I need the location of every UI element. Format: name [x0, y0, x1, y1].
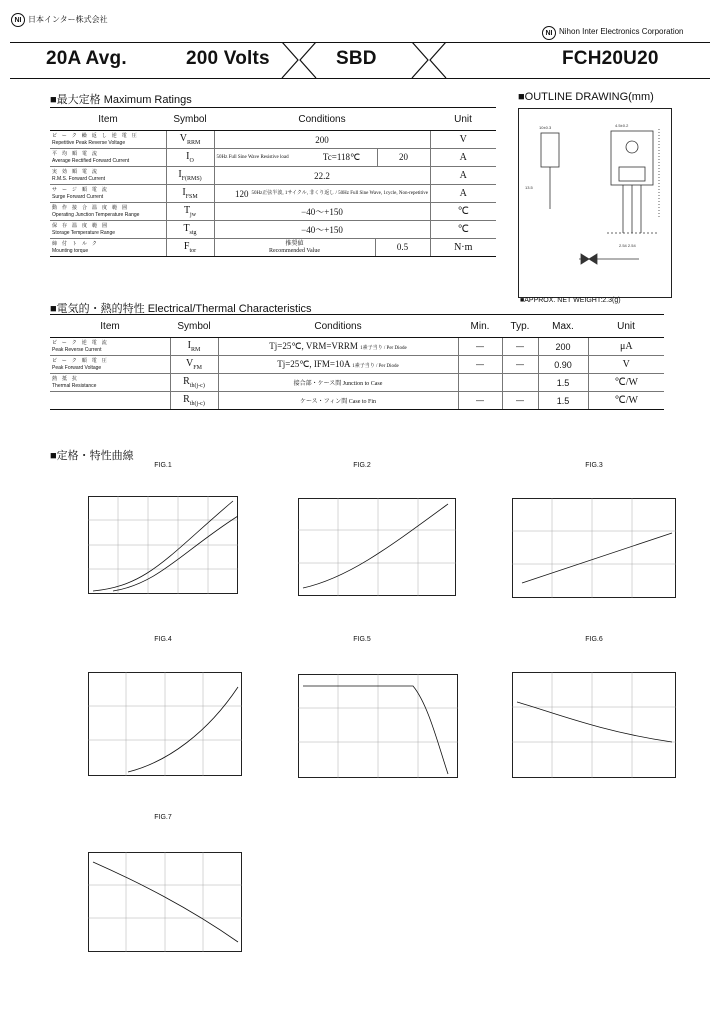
- item-jp: ピーク逆電流: [52, 339, 112, 346]
- table-row: [50, 185, 496, 203]
- symbol: $I_{F(RMS)}$: [166, 167, 214, 185]
- col-header-conditions: Conditions: [218, 315, 458, 338]
- col-header-symbol: Symbol: [170, 315, 218, 338]
- company-logo-right: NI: [542, 26, 556, 40]
- max-ratings-table: [50, 107, 496, 257]
- conditions: 120 50Hz正弦半波, 1サイクル, 非くり返し / 50Hz Full Sine Wave, 1cycle, Non-repetitive: [214, 185, 430, 203]
- min: —: [458, 338, 502, 356]
- symbol: $R_{th(j-c)}$: [170, 392, 218, 410]
- col-header-symbol: Symbol: [166, 108, 214, 131]
- fig-5-plot: [298, 674, 458, 778]
- unit: ℃/W: [588, 374, 664, 392]
- table-row: [50, 221, 496, 239]
- svg-text:4.5±0.2: 4.5±0.2: [615, 123, 629, 128]
- rating-voltage: 200 Volts: [186, 48, 270, 69]
- item-jp: 熱抵抗: [52, 375, 83, 382]
- fig-6: [504, 636, 684, 796]
- conditions: 推奨値 Recommended Value 0.5: [214, 239, 430, 257]
- col-header-typ: Typ.: [502, 315, 538, 338]
- item-jp: 締付トルク: [52, 240, 102, 247]
- max: 1.5: [538, 392, 588, 410]
- svg-text:10±0.3: 10±0.3: [539, 125, 552, 130]
- title-bottom-rule: [10, 78, 710, 79]
- item-en: Repetitive Peak Reverse Voltage: [52, 139, 126, 146]
- max: 0.90: [538, 356, 588, 374]
- outline-title: ■OUTLINE DRAWING(mm): [518, 91, 654, 103]
- item-en: Surge Forward Current: [52, 193, 104, 200]
- symbol: $T_{stg}$: [166, 221, 214, 239]
- item-jp: 保存温度範囲: [52, 222, 113, 229]
- fig-1-caption: FIG.1: [154, 462, 172, 469]
- table-row: [50, 374, 664, 392]
- item-en: Peak Forward Voltage: [52, 364, 102, 371]
- item-en: Storage Temperature Range: [52, 229, 116, 236]
- col-header-conditions: Conditions: [214, 108, 430, 131]
- item-jp: 実効順電流: [52, 168, 103, 175]
- unit: μA: [588, 338, 664, 356]
- col-header-unit: Unit: [588, 315, 664, 338]
- conditions: 200: [214, 131, 430, 149]
- fig-5-caption: FIG.5: [353, 636, 371, 643]
- item-jp: サージ順電流: [52, 186, 112, 193]
- rating-current: 20A Avg.: [46, 48, 127, 69]
- symbol: $V_{FM}$: [170, 356, 218, 374]
- symbol: $I_O$: [166, 149, 214, 167]
- symbol: $T_{jw}$: [166, 203, 214, 221]
- fig-2-plot: [298, 498, 456, 596]
- item-jp: 動作接合温度範囲: [52, 204, 133, 211]
- max: 200: [538, 338, 588, 356]
- elec-thermal-table: [50, 314, 664, 410]
- table-row: [50, 392, 664, 410]
- fig-4-caption: FIG.4: [154, 636, 172, 643]
- conditions: 50Hz Full Sine Wave Resistive load Tc=118℃ 20: [214, 149, 430, 167]
- svg-text:2.54 2.54: 2.54 2.54: [619, 243, 636, 248]
- item-en: Average Rectified Forward Current: [52, 157, 130, 164]
- fig-2: [262, 462, 462, 612]
- col-header-unit: Unit: [430, 108, 496, 131]
- col-header-max: Max.: [538, 315, 588, 338]
- unit: ℃: [430, 203, 496, 221]
- fig-7: [78, 814, 248, 964]
- unit: ℃: [430, 221, 496, 239]
- unit: N·m: [430, 239, 496, 257]
- fig-1: [78, 462, 248, 612]
- outline-drawing: [518, 108, 672, 298]
- typ: —: [502, 356, 538, 374]
- conditions: Tj=25℃, VRM=VRRM 1素子当り / Per Diode: [218, 338, 458, 356]
- conditions: 22.2: [214, 167, 430, 185]
- table-row: [50, 338, 664, 356]
- fig-3-plot: [512, 498, 676, 598]
- symbol: $I_{FSM}$: [166, 185, 214, 203]
- symbol: $F_{tor}$: [166, 239, 214, 257]
- conditions: −40〜+150: [214, 203, 430, 221]
- device-type: SBD: [336, 48, 377, 69]
- unit: A: [430, 149, 496, 167]
- fig-6-plot: [512, 672, 676, 778]
- item-en: Operating Junction Temperature Range: [52, 211, 140, 218]
- table-row: [50, 356, 664, 374]
- conditions: Tj=25℃, IFM=10A 1素子当り / Per Diode: [218, 356, 458, 374]
- unit: ℃/W: [588, 392, 664, 410]
- item-en: Mounting torque: [52, 247, 89, 254]
- fig-5: [262, 636, 462, 796]
- col-header-item: Item: [50, 108, 166, 131]
- fig-7-plot: [88, 852, 242, 952]
- fig-6-caption: FIG.6: [585, 636, 603, 643]
- conditions: −40〜+150: [214, 221, 430, 239]
- item-en: R.M.S. Forward Current: [52, 175, 106, 182]
- table-row: [50, 131, 496, 149]
- conditions: 接合部・ケース間 Junction to Case: [218, 374, 458, 392]
- table-row: [50, 203, 496, 221]
- item-jp: ピーク順電圧: [52, 357, 112, 364]
- curves-title: ■定格・特性曲線: [50, 450, 134, 462]
- fig-3: [504, 462, 684, 612]
- unit: V: [588, 356, 664, 374]
- svg-text:13.5: 13.5: [525, 185, 533, 190]
- elec-thermal-title: ■電気的・熱的特性 Electrical/Thermal Characteristics: [50, 303, 312, 315]
- package-outline-svg: [519, 109, 671, 297]
- col-header-item: Item: [50, 315, 170, 338]
- item-jp: 平均順電流: [52, 150, 103, 157]
- table-row: [50, 149, 496, 167]
- symbol: $I_{RM}$: [170, 338, 218, 356]
- max-ratings-title: ■最大定格 Maximum Ratings: [50, 94, 192, 106]
- min: —: [458, 356, 502, 374]
- fig-4: [78, 636, 248, 796]
- typ: —: [502, 338, 538, 356]
- symbol: $R_{th(j-c)}$: [170, 374, 218, 392]
- item-en: Thermal Resistance: [52, 382, 97, 389]
- fig-2-caption: FIG.2: [353, 462, 371, 469]
- net-weight: ■APPROX. NET WEIGHT:2.3(g): [520, 297, 621, 304]
- unit: A: [430, 185, 496, 203]
- unit: A: [430, 167, 496, 185]
- min: —: [458, 392, 502, 410]
- max: 1.5: [538, 374, 588, 392]
- col-header-min: Min.: [458, 315, 502, 338]
- typ: [502, 374, 538, 392]
- typ: —: [502, 392, 538, 410]
- company-name-jp: 日本インター株式会社: [28, 15, 108, 24]
- item-jp: ピーク繰返し逆電圧: [52, 132, 142, 139]
- conditions: ケース・フィン間 Case to Fin: [218, 392, 458, 410]
- table-row: [50, 167, 496, 185]
- table-row: [50, 239, 496, 257]
- company-logo-left: NI: [11, 13, 25, 27]
- item-en: Peak Reverse Current: [52, 346, 102, 353]
- symbol: $V_{RRM}$: [166, 131, 214, 149]
- min: [458, 374, 502, 392]
- unit: V: [430, 131, 496, 149]
- fig-7-caption: FIG.7: [154, 814, 172, 821]
- part-number: FCH20U20: [562, 48, 659, 69]
- fig-4-plot: [88, 672, 242, 776]
- company-name-en: Nihon Inter Electronics Corporation: [559, 27, 684, 36]
- fig-1-plot: [88, 496, 238, 594]
- fig-3-caption: FIG.3: [585, 462, 603, 469]
